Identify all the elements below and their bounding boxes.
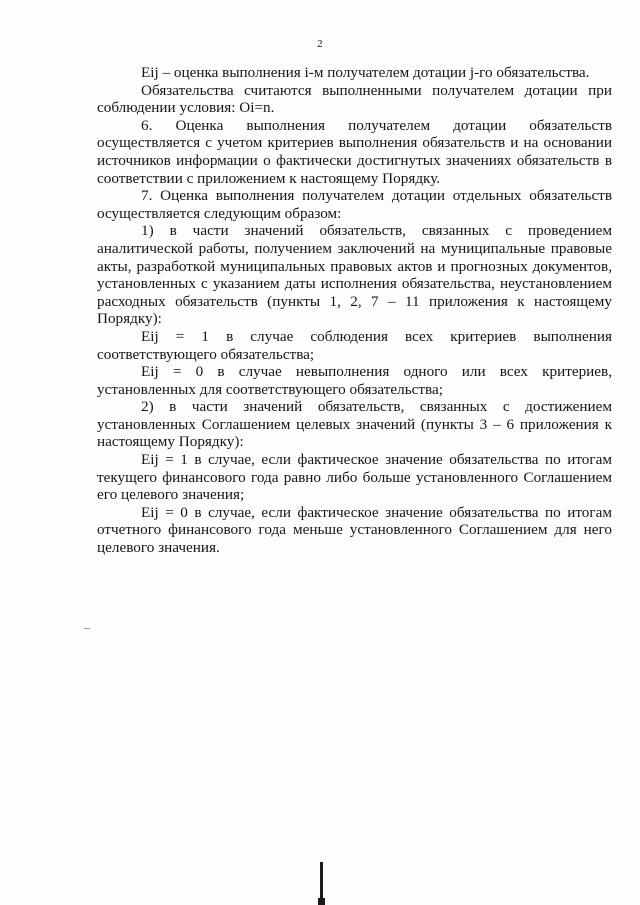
page-number: 2: [317, 38, 323, 50]
paragraph-eij-1-target: Eij = 1 в случае, если фактическое значение обязательства по итогам текущего финансового года равно либо больше установленного Соглашением его целевого значения;: [97, 451, 612, 504]
scan-artifact-bottom-tip: [318, 898, 325, 905]
paragraph-item-6: 6. Оценка выполнения получателем дотации обязательств осуществляется с учетом критериев выполнения обязательств и на основании источников информации о фактически достигнутых значениях обязательств в соответствии с приложением к настоящему Порядку.: [97, 116, 612, 187]
paragraph-eij-0-target: Eij = 0 в случае, если фактическое значение обязательства по итогам отчетного финансового года меньше установленного Соглашением для него целевого значения.: [97, 503, 612, 557]
paragraph-eij-0-criteria: Eij = 0 в случае невыполнения одного или всех критериев, установленных для соответствующего обязательства;: [97, 363, 612, 398]
scan-artifact-left: [84, 628, 90, 629]
paragraph-eij-1-criteria: Eij = 1 в случае соблюдения всех критериев выполнения соответствующего обязательства;: [97, 327, 612, 363]
paragraph-eij-definition: Eij – оценка выполнения i-м получателем дотации j-го обязательства.: [141, 64, 590, 81]
document-body: [97, 64, 612, 557]
paragraph-subitem-2: 2) в части значений обязательств, связанных с достижением установленных Соглашением целевых значений (пункты 3 – 6 приложения к настоящему Порядку):: [97, 398, 612, 451]
paragraph-obligations-fulfilled: Обязательства считаются выполненными получателем дотации при соблюдении условия: Oi=n.: [97, 81, 612, 117]
paragraph-subitem-1: 1) в части значений обязательств, связанных с проведением аналитической работы, получением заключений на муниципальные правовые акты, разработкой муниципальных правовых актов и прогнозных документов, установленных с указанием даты исполнения обязательства, неустановлением расходных обязательств (пункты 1, 2, 7 – 11 приложения к настоящему Порядку):: [97, 222, 612, 328]
paragraph-item-7: 7. Оценка выполнения получателем дотации отдельных обязательств осуществляется следующим образом:: [97, 187, 612, 222]
